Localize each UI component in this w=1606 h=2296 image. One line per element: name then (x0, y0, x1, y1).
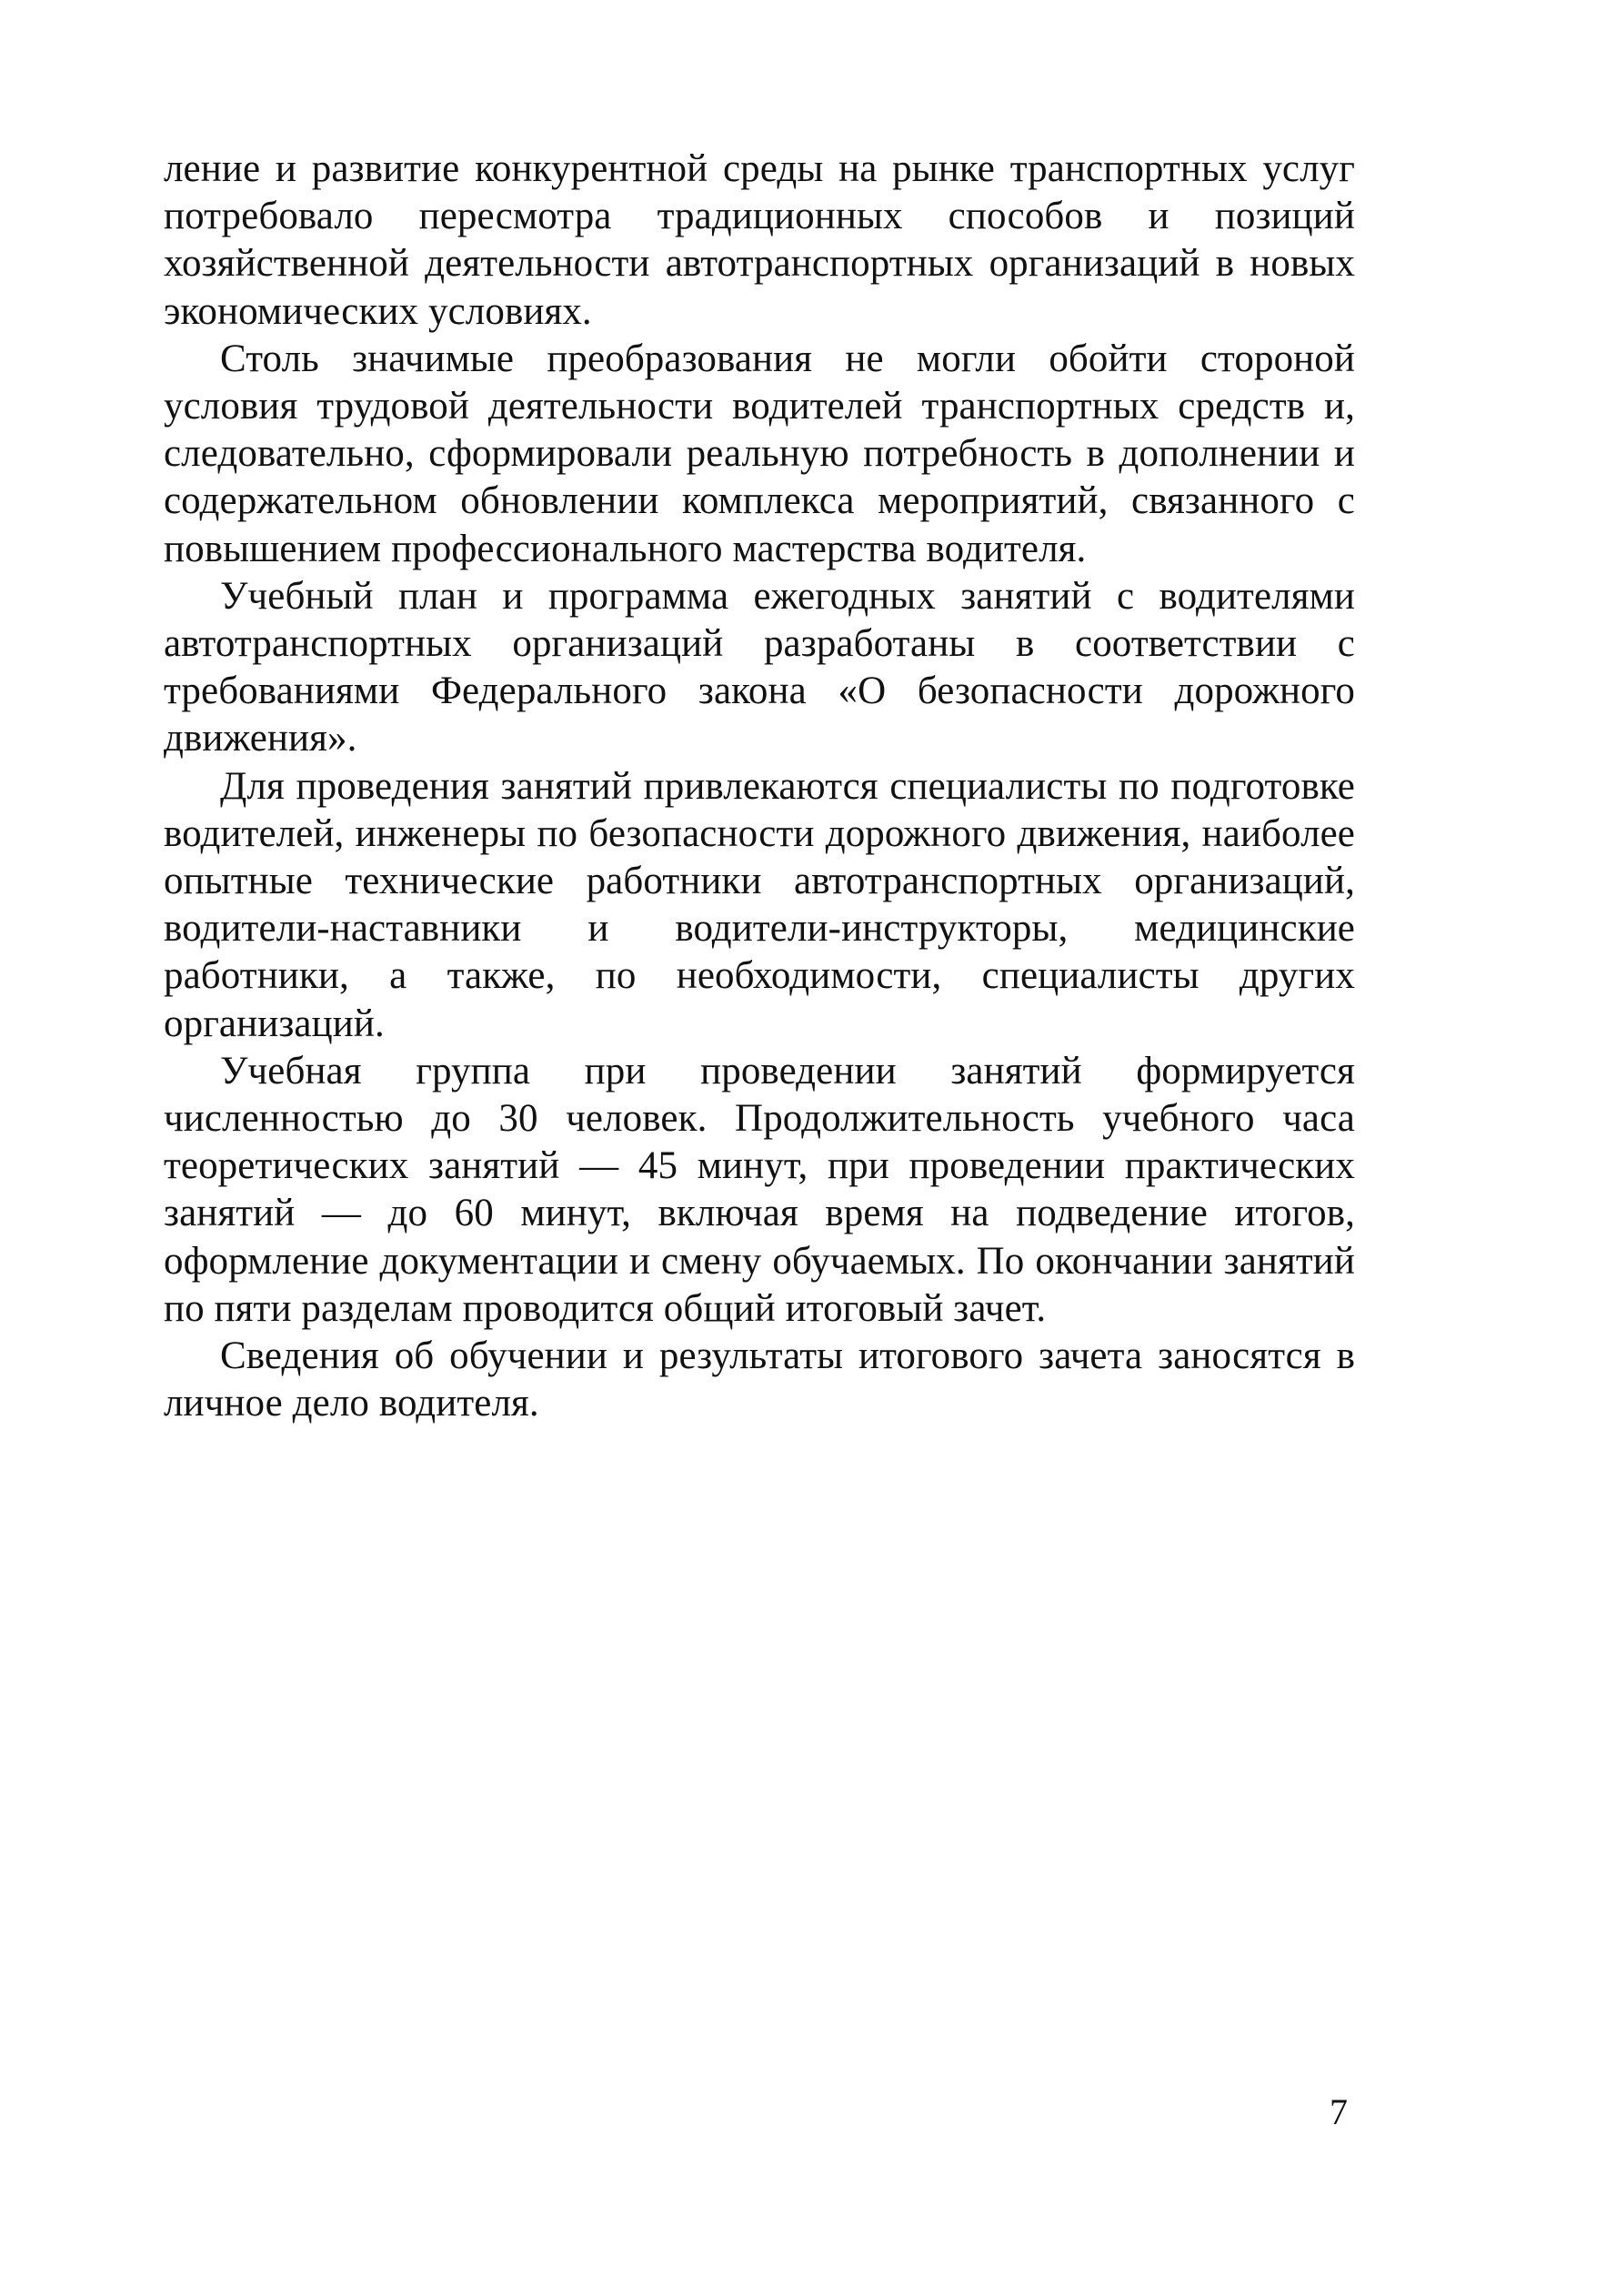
page-number: 7 (1330, 2091, 1348, 2132)
paragraph: Учебная группа при проведении занятий формируется численностью до 30 человек. Продолжительность учебного часа теоретических занятий — 45 минут, при проведении практических занятий — до 60 минут, включая время на подведение итогов, оформление документации и смену обучаемых. По окончании занятий по пяти разделам проводится общий итоговый зачет. (164, 1049, 1355, 1330)
paragraph-continued: ление и развитие конкурентной среды на рынке транспортных услуг потребовало пересмотра традиционных способов и позиций хозяйственной деятельности автотранспортных организаций в новых экономических условиях. (164, 147, 1355, 333)
paragraph: Столь значимые преобразования не могли обойти стороной условия трудовой деятельности водителей транспортных средств и, следовательно, сформировали реальную потребность в дополнении и содержательном обновлении комплекса мероприятий, связанного с повышением профессионального мастерства водителя. (164, 337, 1355, 570)
paragraph: Для проведения занятий привлекаются специалисты по подготовке водителей, инженеры по безопасности дорожного движения, наиболее опытные технические работники автотранспортных организаций, водители-наставники и водители-инструкторы, медицинские работники, а также, по необходимости, специалисты других организаций. (164, 764, 1355, 1045)
paragraph: Сведения об обучении и результаты итогового зачета заносятся в личное дело водителя. (164, 1334, 1355, 1425)
body-text (164, 146, 1355, 1427)
paragraph: Учебный план и программа ежегодных занятий с водителями автотранспортных организаций разработаны в соответствии с требованиями Федерального закона «О безопасности дорожного движения». (164, 574, 1355, 760)
